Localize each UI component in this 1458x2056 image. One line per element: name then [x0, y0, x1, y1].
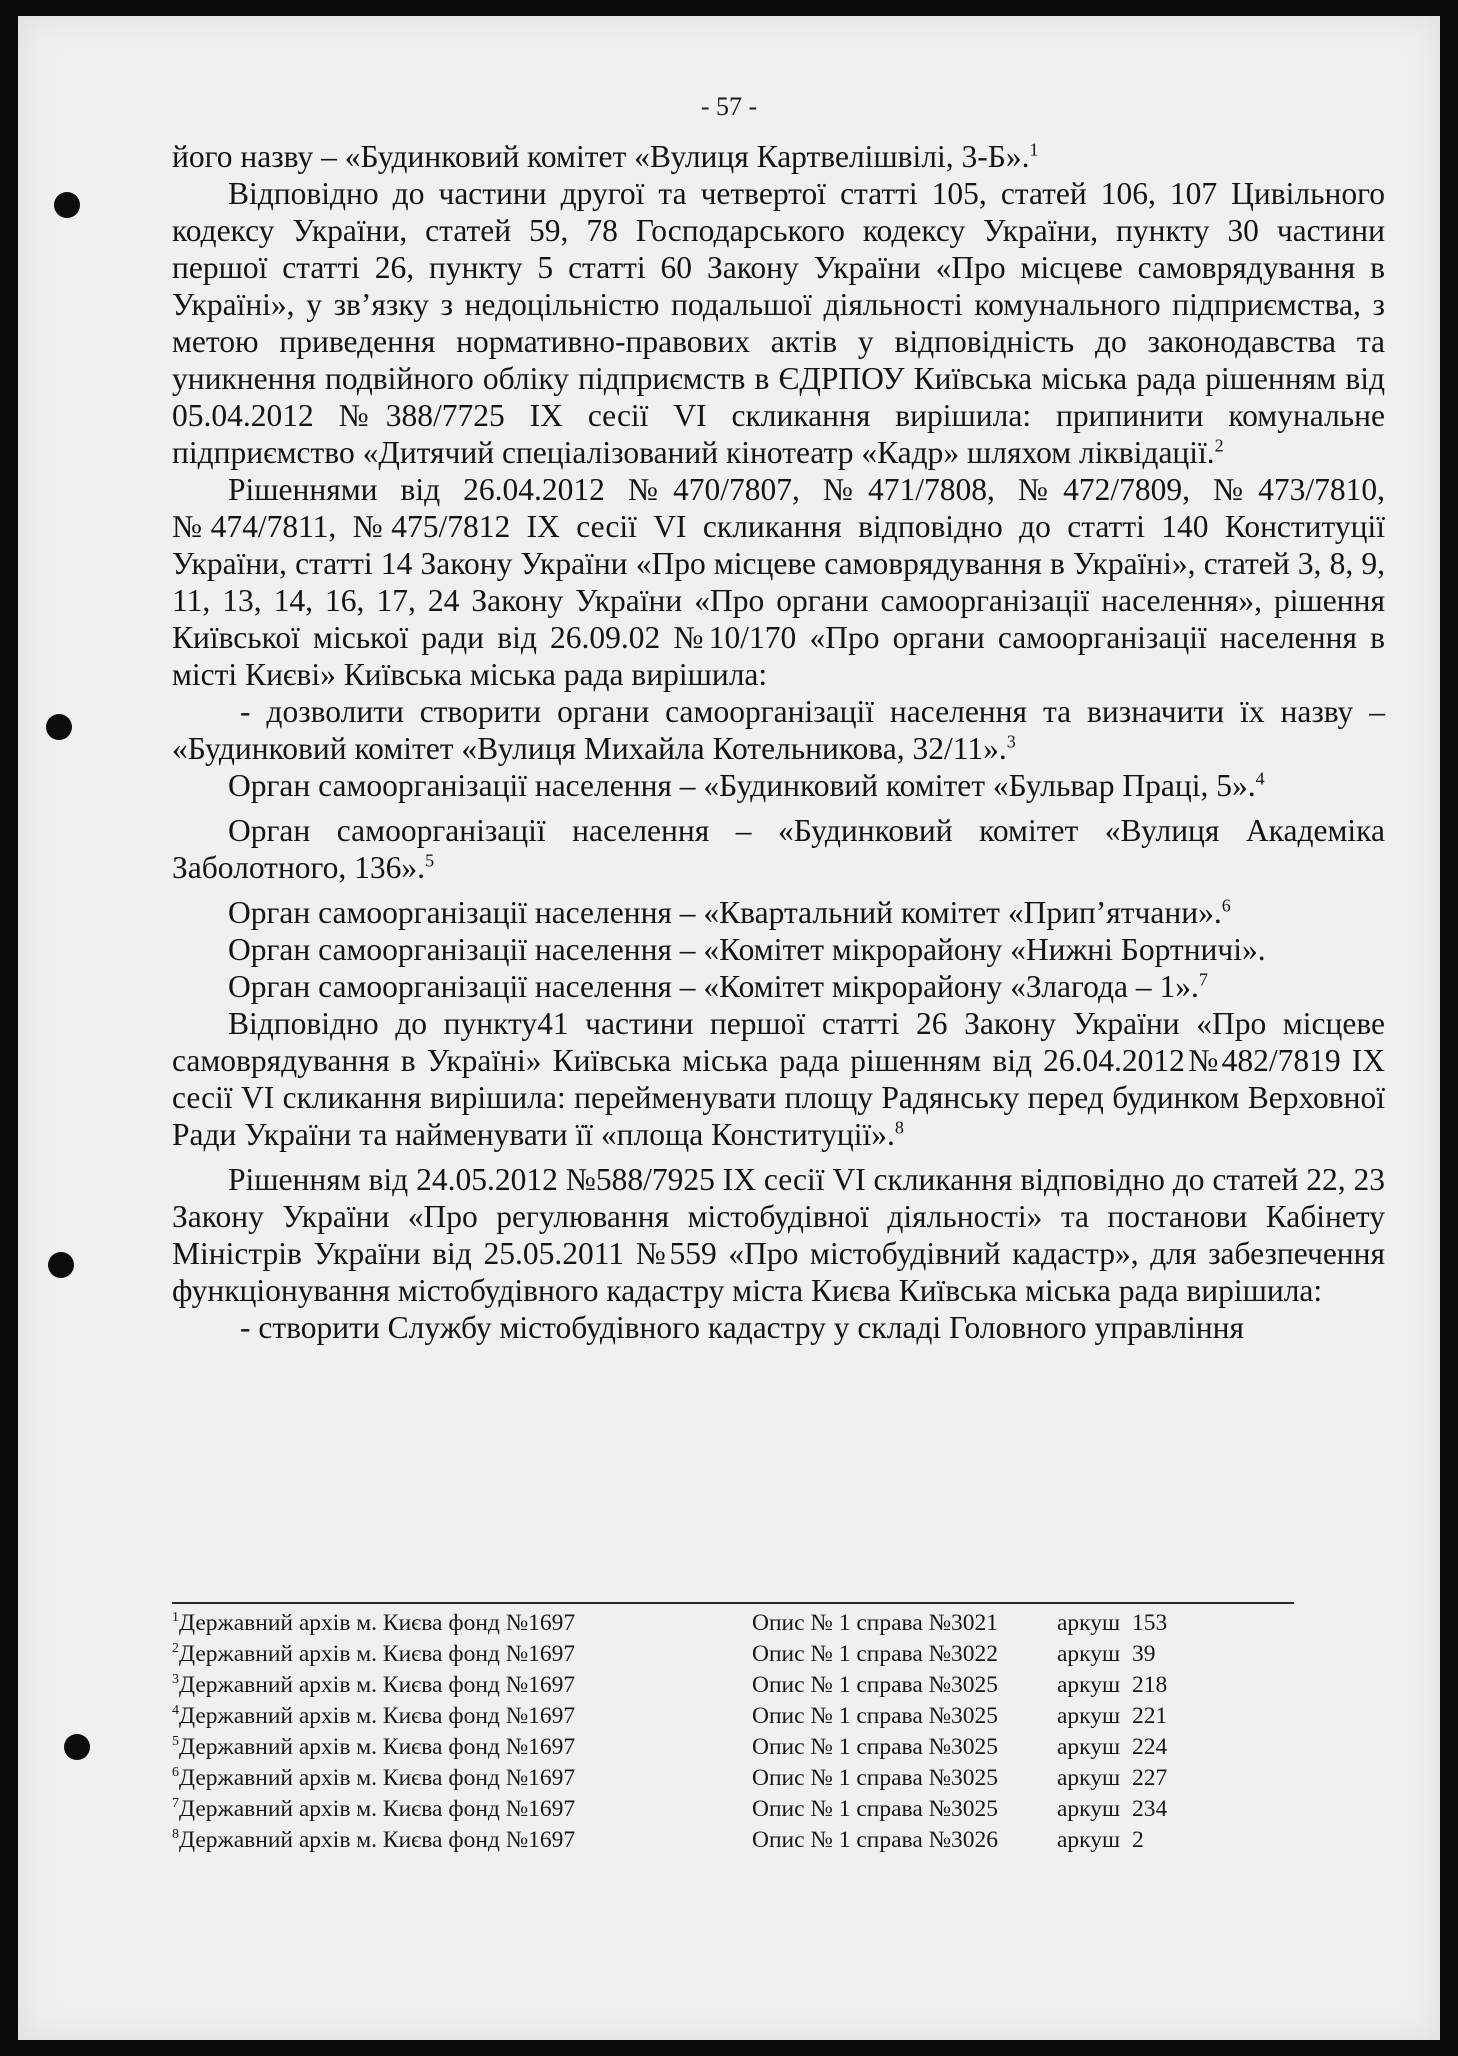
footnote: $^2$Державний архів м. Києва фонд №1697 Опис № 1 справа №3022 аркуш 39	[172, 1641, 1156, 1667]
footnote: $^1$Державний архів м. Києва фонд №1697 Опис № 1 справа №3021 аркуш 153	[172, 1610, 1168, 1636]
paragraph: - дозволити створити органи самоорганізації населення та визначити їх назву – «Будинковий комітет «Вулиця Михайла Котельникова, 32/11».$^3$	[172, 694, 1385, 766]
paragraph: Орган самоорганізації населення – «Комітет мікрорайону «Злагода – 1».$^7$	[228, 969, 1208, 1004]
paragraph: Рішеннями від 26.04.2012 №470/7807, №471/7808, №472/7809, №473/7810, №474/7811, №475/7812 IX сесії VI скликання відповідно до статті 140 Конституції України, статті 14 Закону України «Про місцеве самоврядування в Україні», статей 3, 8, 9, 11, 13, 14, 16, 17, 24 Закону України «Про органи самоорганізації населення», рішення Київської міської ради від 26.09.02 №10/170 «Про органи самоорганізації населення в місті Києві» Київська міська рада вирішила:	[172, 472, 1385, 692]
punch-hole	[46, 714, 72, 740]
footnote: $^3$Державний архів м. Києва фонд №1697 Опис № 1 справа №3025 аркуш 218	[172, 1672, 1168, 1698]
footnotes	[172, 1608, 1332, 1856]
paragraph: - створити Службу містобудівного кадастру у складі Головного управління	[240, 1310, 1245, 1345]
paragraph: Орган самоорганізації населення – «Квартальний комітет «Прип’ятчани».$^6$	[228, 895, 1231, 930]
footnote: $^6$Державний архів м. Києва фонд №1697 Опис № 1 справа №3025 аркуш 227	[172, 1765, 1168, 1791]
paragraph: Орган самоорганізації населення – «Комітет мікрорайону «Нижні Бортничі».	[228, 932, 1266, 967]
punch-hole	[54, 192, 80, 218]
paragraph: Орган самоорганізації населення – «Будинковий комітет «Бульвар Праці, 5».$^4$	[228, 768, 1265, 803]
paragraph: його назву – «Будинковий комітет «Вулиця Картвелішвілі, 3-Б».$^1$	[172, 139, 1039, 174]
paragraph: Орган самоорганізації населення – «Будинковий комітет «Вулиця Академіка Заболотного, 136».$^5$	[172, 813, 1385, 885]
paragraph: Відповідно до пункту41 частини першої статті 26 Закону України «Про місцеве самоврядування в Україні» Київська міська рада рішенням від 26.04.2012№482/7819 IX сесії VI скликання вирішила: перейменувати площу Радянську перед будинком Верховної Ради України та найменувати її «площа Конституції».$^8$	[172, 1006, 1385, 1152]
page-number: - 57 -	[700, 92, 758, 121]
document-body	[172, 138, 1385, 1346]
footnote: $^4$Державний архів м. Києва фонд №1697 Опис № 1 справа №3025 аркуш 221	[172, 1703, 1168, 1729]
punch-hole	[48, 1252, 74, 1278]
punch-hole	[64, 1734, 90, 1760]
paragraph: Відповідно до частини другої та четвертої статті 105, статей 106, 107 Цивільного кодексу України, статей 59, 78 Господарського кодексу України, пункту 30 частини першої статті 26, пункту 5 статті 60 Закону України «Про місцеве самоврядування в Україні», у зв’язку з недоцільністю подальшої діяльності комунального підприємства, з метою приведення нормативно-правових актів у відповідність до законодавства та уникнення подвійного обліку підприємств в ЄДРПОУ Київська міська рада рішенням від 05.04.2012 №388/7725 IX сесії VI скликання вирішила: припинити комунальне підприємство «Дитячий спеціалізований кінотеатр «Кадр» шляхом ліквідації.$^2$	[172, 176, 1385, 470]
footnote-separator	[172, 1602, 1294, 1604]
footnote: $^5$Державний архів м. Києва фонд №1697 Опис № 1 справа №3025 аркуш 224	[172, 1734, 1168, 1760]
paragraph: Рішенням від 24.05.2012 №588/7925 IX сесії VI скликання відповідно до статей 22, 23 Закону України «Про регулювання містобудівної діяльності» та постанови Кабінету Міністрів України від 25.05.2011 №559 «Про містобудівний кадастр», для забезпечення функціонування містобудівного кадастру міста Києва Київська міська рада вирішила:	[172, 1162, 1385, 1308]
footnote: $^8$Державний архів м. Києва фонд №1697 Опис № 1 справа №3026 аркуш 2	[172, 1827, 1144, 1853]
footnote: $^7$Державний архів м. Києва фонд №1697 Опис № 1 справа №3025 аркуш 234	[172, 1796, 1168, 1822]
